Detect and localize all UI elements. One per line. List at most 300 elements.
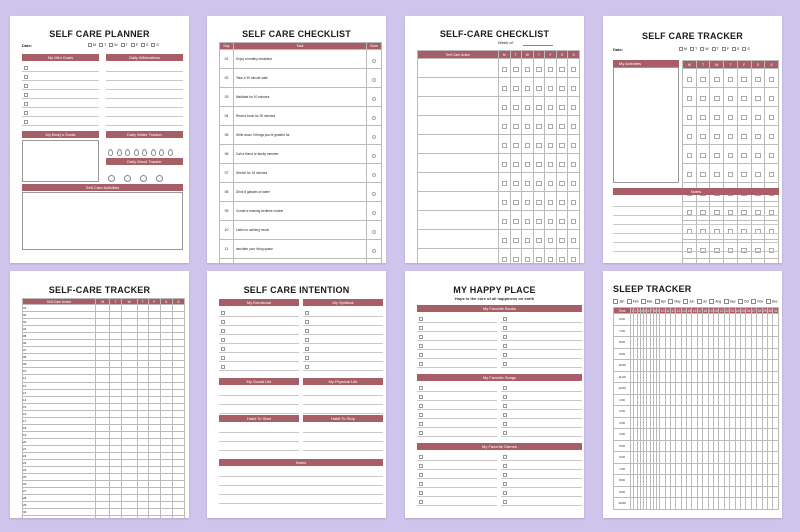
table-cell[interactable] (533, 135, 545, 154)
table-cell[interactable] (522, 97, 534, 116)
sleep-cell[interactable] (773, 314, 779, 326)
checkbox[interactable] (503, 464, 507, 468)
table-cell[interactable] (96, 333, 110, 340)
checkbox[interactable] (419, 335, 423, 339)
table-cell[interactable] (160, 488, 172, 495)
table-cell[interactable] (96, 354, 110, 361)
table-cell[interactable]: 06 (23, 340, 96, 347)
table-cell[interactable] (121, 460, 137, 467)
checkbox[interactable] (513, 238, 519, 244)
write-line[interactable] (417, 383, 497, 392)
table-cell[interactable] (172, 319, 184, 326)
write-line[interactable] (303, 308, 383, 317)
table-cell[interactable] (121, 340, 137, 347)
table-cell[interactable] (545, 173, 557, 192)
write-line[interactable] (417, 341, 497, 350)
write-line[interactable] (219, 387, 299, 396)
checkbox[interactable] (690, 47, 694, 51)
table-cell[interactable] (149, 396, 161, 403)
table-cell[interactable] (137, 361, 149, 368)
table-cell[interactable] (121, 509, 137, 516)
done-checkbox[interactable] (372, 173, 376, 177)
write-line[interactable] (219, 495, 383, 504)
table-cell[interactable] (510, 154, 522, 173)
table-cell[interactable] (172, 460, 184, 467)
table-cell[interactable] (499, 249, 511, 264)
write-line[interactable] (106, 63, 183, 72)
table-cell[interactable] (137, 452, 149, 459)
table-cell[interactable] (121, 410, 137, 417)
write-line[interactable] (303, 396, 383, 405)
checkbox[interactable] (559, 257, 565, 263)
write-line[interactable] (303, 442, 383, 451)
write-line[interactable] (219, 468, 383, 477)
sleep-cell[interactable] (773, 337, 779, 349)
table-cell[interactable] (96, 474, 110, 481)
table-cell[interactable]: 12 (23, 382, 96, 389)
checkbox[interactable] (536, 219, 542, 225)
table-cell[interactable] (172, 488, 184, 495)
checkbox[interactable] (502, 181, 508, 187)
checkbox[interactable] (24, 120, 28, 124)
table-cell[interactable] (160, 509, 172, 516)
checkbox[interactable] (221, 347, 225, 351)
table-cell[interactable] (172, 340, 184, 347)
table-cell[interactable] (683, 164, 697, 183)
checkbox[interactable] (419, 413, 423, 417)
write-line[interactable] (417, 461, 497, 470)
checkbox[interactable] (503, 362, 507, 366)
table-cell[interactable] (110, 340, 122, 347)
checkbox[interactable] (571, 105, 577, 111)
table-cell[interactable] (160, 417, 172, 424)
table-cell[interactable] (737, 88, 751, 107)
checkbox[interactable] (700, 172, 706, 178)
write-line[interactable] (501, 461, 582, 470)
checkbox[interactable] (502, 200, 508, 206)
write-line[interactable] (219, 317, 299, 326)
table-cell[interactable] (683, 69, 697, 88)
table-cell[interactable] (533, 173, 545, 192)
table-cell[interactable] (121, 431, 137, 438)
write-line[interactable] (219, 424, 299, 433)
table-cell[interactable] (683, 126, 697, 145)
done-checkbox[interactable] (372, 249, 376, 253)
checkbox[interactable] (548, 105, 554, 111)
table-cell[interactable] (568, 173, 580, 192)
done-checkbox[interactable] (372, 116, 376, 120)
table-cell[interactable] (696, 259, 710, 264)
table-cell[interactable] (172, 354, 184, 361)
write-line[interactable] (219, 344, 299, 353)
write-line[interactable] (501, 392, 582, 401)
table-cell[interactable] (149, 312, 161, 319)
table-cell[interactable]: 11 (23, 375, 96, 382)
write-line[interactable] (219, 353, 299, 362)
table-cell[interactable] (149, 424, 161, 431)
table-cell[interactable] (418, 116, 499, 135)
table-cell[interactable] (110, 424, 122, 431)
table-cell[interactable] (96, 389, 110, 396)
checkbox[interactable] (536, 162, 542, 168)
checkbox[interactable] (419, 353, 423, 357)
table-cell[interactable] (110, 467, 122, 474)
table-cell[interactable] (737, 164, 751, 183)
checkbox[interactable] (755, 153, 761, 159)
table-cell[interactable] (724, 88, 738, 107)
table-cell[interactable] (499, 78, 511, 97)
table-cell[interactable] (568, 59, 580, 78)
table-cell[interactable] (510, 135, 522, 154)
checkbox[interactable] (741, 153, 747, 159)
table-cell[interactable] (533, 97, 545, 116)
checkbox[interactable] (419, 491, 423, 495)
table-cell[interactable] (499, 230, 511, 249)
table-cell[interactable] (765, 69, 779, 88)
write-line[interactable] (501, 383, 582, 392)
checkbox[interactable] (131, 43, 135, 47)
checkbox[interactable] (741, 77, 747, 83)
table-cell[interactable] (96, 382, 110, 389)
table-cell[interactable]: 20 (23, 438, 96, 445)
table-cell[interactable] (149, 431, 161, 438)
checkbox[interactable] (709, 299, 714, 304)
checkbox[interactable] (503, 491, 507, 495)
sleep-cell[interactable] (773, 348, 779, 360)
table-cell[interactable] (172, 333, 184, 340)
checkbox[interactable] (687, 134, 693, 140)
table-cell[interactable] (121, 502, 137, 509)
checkbox[interactable] (627, 299, 632, 304)
checkbox[interactable] (741, 134, 747, 140)
table-cell[interactable] (533, 211, 545, 230)
checkbox[interactable] (700, 134, 706, 140)
checkbox[interactable] (419, 500, 423, 504)
table-cell[interactable] (556, 230, 568, 249)
table-cell[interactable] (556, 249, 568, 264)
checkbox[interactable] (559, 181, 565, 187)
done-checkbox[interactable] (372, 211, 376, 215)
checkbox[interactable] (513, 200, 519, 206)
write-line[interactable] (417, 401, 497, 410)
table-cell[interactable] (418, 230, 499, 249)
table-cell[interactable] (172, 474, 184, 481)
table-cell[interactable] (121, 319, 137, 326)
table-cell[interactable]: 03 (23, 319, 96, 326)
mood-face-icon[interactable] (108, 175, 115, 182)
checkbox[interactable] (419, 317, 423, 321)
table-cell[interactable] (137, 417, 149, 424)
write-line[interactable] (22, 63, 99, 72)
checkbox[interactable] (571, 181, 577, 187)
sleep-cell[interactable] (773, 394, 779, 406)
write-line[interactable] (303, 405, 383, 414)
table-cell[interactable] (110, 445, 122, 452)
table-cell[interactable] (545, 230, 557, 249)
table-cell[interactable] (137, 389, 149, 396)
write-line[interactable] (303, 335, 383, 344)
table-cell[interactable]: 19 (23, 431, 96, 438)
table-cell[interactable] (96, 488, 110, 495)
table-cell[interactable] (737, 259, 751, 264)
checkbox[interactable] (536, 67, 542, 73)
table-cell[interactable] (724, 69, 738, 88)
table-cell[interactable] (160, 474, 172, 481)
table-cell[interactable] (96, 481, 110, 488)
table-cell[interactable] (121, 305, 137, 312)
write-line[interactable] (613, 225, 779, 234)
table-cell[interactable]: 28 (23, 495, 96, 502)
write-line[interactable] (417, 350, 497, 359)
write-line[interactable] (417, 452, 497, 461)
table-cell[interactable] (121, 481, 137, 488)
table-cell[interactable]: 30 (23, 509, 96, 516)
table-cell[interactable] (96, 445, 110, 452)
checkbox[interactable] (559, 86, 565, 92)
table-cell[interactable] (510, 78, 522, 97)
checkbox[interactable] (109, 43, 113, 47)
checkbox[interactable] (728, 96, 734, 102)
table-cell[interactable] (160, 389, 172, 396)
table-cell[interactable] (121, 516, 137, 518)
water-drop-icon[interactable] (125, 149, 130, 156)
table-cell[interactable] (499, 135, 511, 154)
table-cell[interactable] (149, 347, 161, 354)
table-cell[interactable] (751, 145, 765, 164)
write-line[interactable] (613, 243, 779, 252)
write-line[interactable] (303, 353, 383, 362)
table-cell[interactable] (110, 312, 122, 319)
checkbox[interactable] (571, 124, 577, 130)
checkbox[interactable] (728, 77, 734, 83)
checkbox[interactable] (700, 96, 706, 102)
table-cell[interactable] (568, 249, 580, 264)
table-cell[interactable] (533, 59, 545, 78)
table-cell[interactable] (160, 431, 172, 438)
table-cell[interactable] (137, 305, 149, 312)
table-cell[interactable] (172, 368, 184, 375)
checkbox[interactable] (503, 482, 507, 486)
checkbox[interactable] (697, 299, 702, 304)
mood-face-icon[interactable] (124, 175, 131, 182)
checkbox[interactable] (571, 67, 577, 73)
table-cell[interactable] (765, 126, 779, 145)
table-cell[interactable] (137, 424, 149, 431)
table-cell[interactable] (172, 403, 184, 410)
table-cell[interactable] (96, 431, 110, 438)
table-cell[interactable] (568, 135, 580, 154)
write-line[interactable] (417, 419, 497, 428)
table-cell[interactable] (149, 467, 161, 474)
checkbox[interactable] (24, 66, 28, 70)
table-cell[interactable] (110, 474, 122, 481)
table-cell[interactable] (172, 431, 184, 438)
checkbox[interactable] (700, 115, 706, 121)
checkbox[interactable] (536, 143, 542, 149)
table-cell[interactable] (96, 438, 110, 445)
table-cell[interactable] (522, 192, 534, 211)
table-cell[interactable] (110, 488, 122, 495)
checkbox[interactable] (548, 219, 554, 225)
checkbox[interactable] (571, 162, 577, 168)
checkbox[interactable] (755, 115, 761, 121)
table-cell[interactable] (160, 354, 172, 361)
checkbox[interactable] (99, 43, 103, 47)
checkbox[interactable] (502, 219, 508, 225)
checkbox[interactable] (548, 238, 554, 244)
table-cell[interactable] (96, 361, 110, 368)
checkbox[interactable] (728, 115, 734, 121)
table-cell[interactable] (137, 495, 149, 502)
checkbox[interactable] (503, 500, 507, 504)
write-line[interactable] (417, 392, 497, 401)
table-cell[interactable] (149, 445, 161, 452)
checkbox[interactable] (714, 96, 720, 102)
checkbox[interactable] (548, 143, 554, 149)
table-cell[interactable] (160, 495, 172, 502)
table-cell[interactable] (751, 164, 765, 183)
table-cell[interactable]: 14 (23, 396, 96, 403)
table-cell[interactable] (137, 368, 149, 375)
checkbox[interactable] (503, 404, 507, 408)
write-line[interactable] (22, 117, 99, 126)
table-cell[interactable] (96, 340, 110, 347)
done-checkbox[interactable] (372, 59, 376, 63)
checkbox[interactable] (548, 200, 554, 206)
write-line[interactable] (219, 433, 299, 442)
table-cell[interactable] (751, 88, 765, 107)
checkbox[interactable] (513, 219, 519, 225)
table-cell[interactable] (121, 438, 137, 445)
checkbox[interactable] (121, 43, 125, 47)
checkbox[interactable] (305, 311, 309, 315)
table-cell[interactable] (96, 403, 110, 410)
table-cell[interactable] (110, 333, 122, 340)
table-cell[interactable] (751, 69, 765, 88)
table-cell[interactable] (96, 502, 110, 509)
table-cell[interactable] (737, 126, 751, 145)
checkbox[interactable] (732, 47, 736, 51)
checkbox[interactable] (305, 338, 309, 342)
table-cell[interactable] (710, 145, 724, 164)
table-cell[interactable] (96, 509, 110, 516)
write-line[interactable] (417, 359, 497, 368)
checkbox[interactable] (141, 43, 145, 47)
table-cell[interactable] (737, 145, 751, 164)
table-cell[interactable]: 27 (23, 488, 96, 495)
checkbox[interactable] (714, 77, 720, 83)
write-line[interactable] (219, 477, 383, 486)
table-cell[interactable] (160, 396, 172, 403)
table-cell[interactable] (710, 69, 724, 88)
checkbox[interactable] (221, 311, 225, 315)
table-cell[interactable] (110, 516, 122, 518)
write-line[interactable] (303, 387, 383, 396)
table-cell[interactable] (510, 192, 522, 211)
table-cell[interactable] (160, 333, 172, 340)
table-cell[interactable] (96, 375, 110, 382)
checkbox[interactable] (419, 455, 423, 459)
table-cell[interactable] (149, 382, 161, 389)
checkbox[interactable] (513, 67, 519, 73)
table-cell[interactable] (137, 438, 149, 445)
table-cell[interactable] (751, 259, 765, 264)
done-checkbox[interactable] (372, 192, 376, 196)
table-cell[interactable] (137, 312, 149, 319)
table-cell[interactable] (137, 319, 149, 326)
table-cell[interactable] (683, 259, 697, 264)
table-cell[interactable] (696, 164, 710, 183)
table-cell[interactable]: 07 (23, 347, 96, 354)
checkbox[interactable] (571, 219, 577, 225)
table-cell[interactable] (510, 59, 522, 78)
checkbox[interactable] (305, 356, 309, 360)
checkbox[interactable] (221, 329, 225, 333)
table-cell[interactable] (696, 145, 710, 164)
table-cell[interactable] (418, 59, 499, 78)
table-cell[interactable] (710, 88, 724, 107)
checkbox[interactable] (419, 362, 423, 366)
write-line[interactable] (417, 428, 497, 437)
table-cell[interactable]: 24 (23, 467, 96, 474)
table-cell[interactable] (149, 516, 161, 518)
checkbox[interactable] (513, 143, 519, 149)
table-cell[interactable]: 16 (23, 410, 96, 417)
checkbox[interactable] (305, 347, 309, 351)
table-cell[interactable] (172, 516, 184, 518)
table-cell[interactable] (160, 347, 172, 354)
checkbox[interactable] (769, 77, 775, 83)
checkbox[interactable] (525, 257, 531, 263)
table-cell[interactable] (683, 88, 697, 107)
table-cell[interactable] (149, 354, 161, 361)
write-line[interactable] (501, 314, 582, 323)
write-line[interactable] (501, 341, 582, 350)
table-cell[interactable]: 21 (23, 445, 96, 452)
table-cell[interactable] (172, 509, 184, 516)
checkbox[interactable] (683, 299, 688, 304)
table-cell[interactable] (160, 340, 172, 347)
table-cell[interactable] (522, 230, 534, 249)
checkbox[interactable] (728, 153, 734, 159)
table-cell[interactable] (765, 88, 779, 107)
write-line[interactable] (22, 99, 99, 108)
table-cell[interactable]: 18 (23, 424, 96, 431)
table-cell[interactable] (172, 467, 184, 474)
table-cell[interactable] (568, 78, 580, 97)
write-line[interactable] (106, 108, 183, 117)
table-cell[interactable] (149, 305, 161, 312)
checkbox[interactable] (687, 77, 693, 83)
write-line[interactable] (613, 198, 779, 207)
write-line[interactable] (219, 405, 299, 414)
checkbox[interactable] (419, 422, 423, 426)
checkbox[interactable] (536, 86, 542, 92)
table-cell[interactable] (545, 97, 557, 116)
water-drop-icon[interactable] (117, 149, 122, 156)
write-line[interactable] (501, 452, 582, 461)
table-cell[interactable] (522, 173, 534, 192)
checkbox[interactable] (559, 105, 565, 111)
table-cell[interactable] (522, 154, 534, 173)
table-cell[interactable] (121, 495, 137, 502)
table-cell[interactable] (121, 312, 137, 319)
table-cell[interactable] (683, 107, 697, 126)
sleep-cell[interactable] (773, 371, 779, 383)
table-cell[interactable] (110, 481, 122, 488)
checkbox[interactable] (503, 335, 507, 339)
checkbox[interactable] (525, 219, 531, 225)
